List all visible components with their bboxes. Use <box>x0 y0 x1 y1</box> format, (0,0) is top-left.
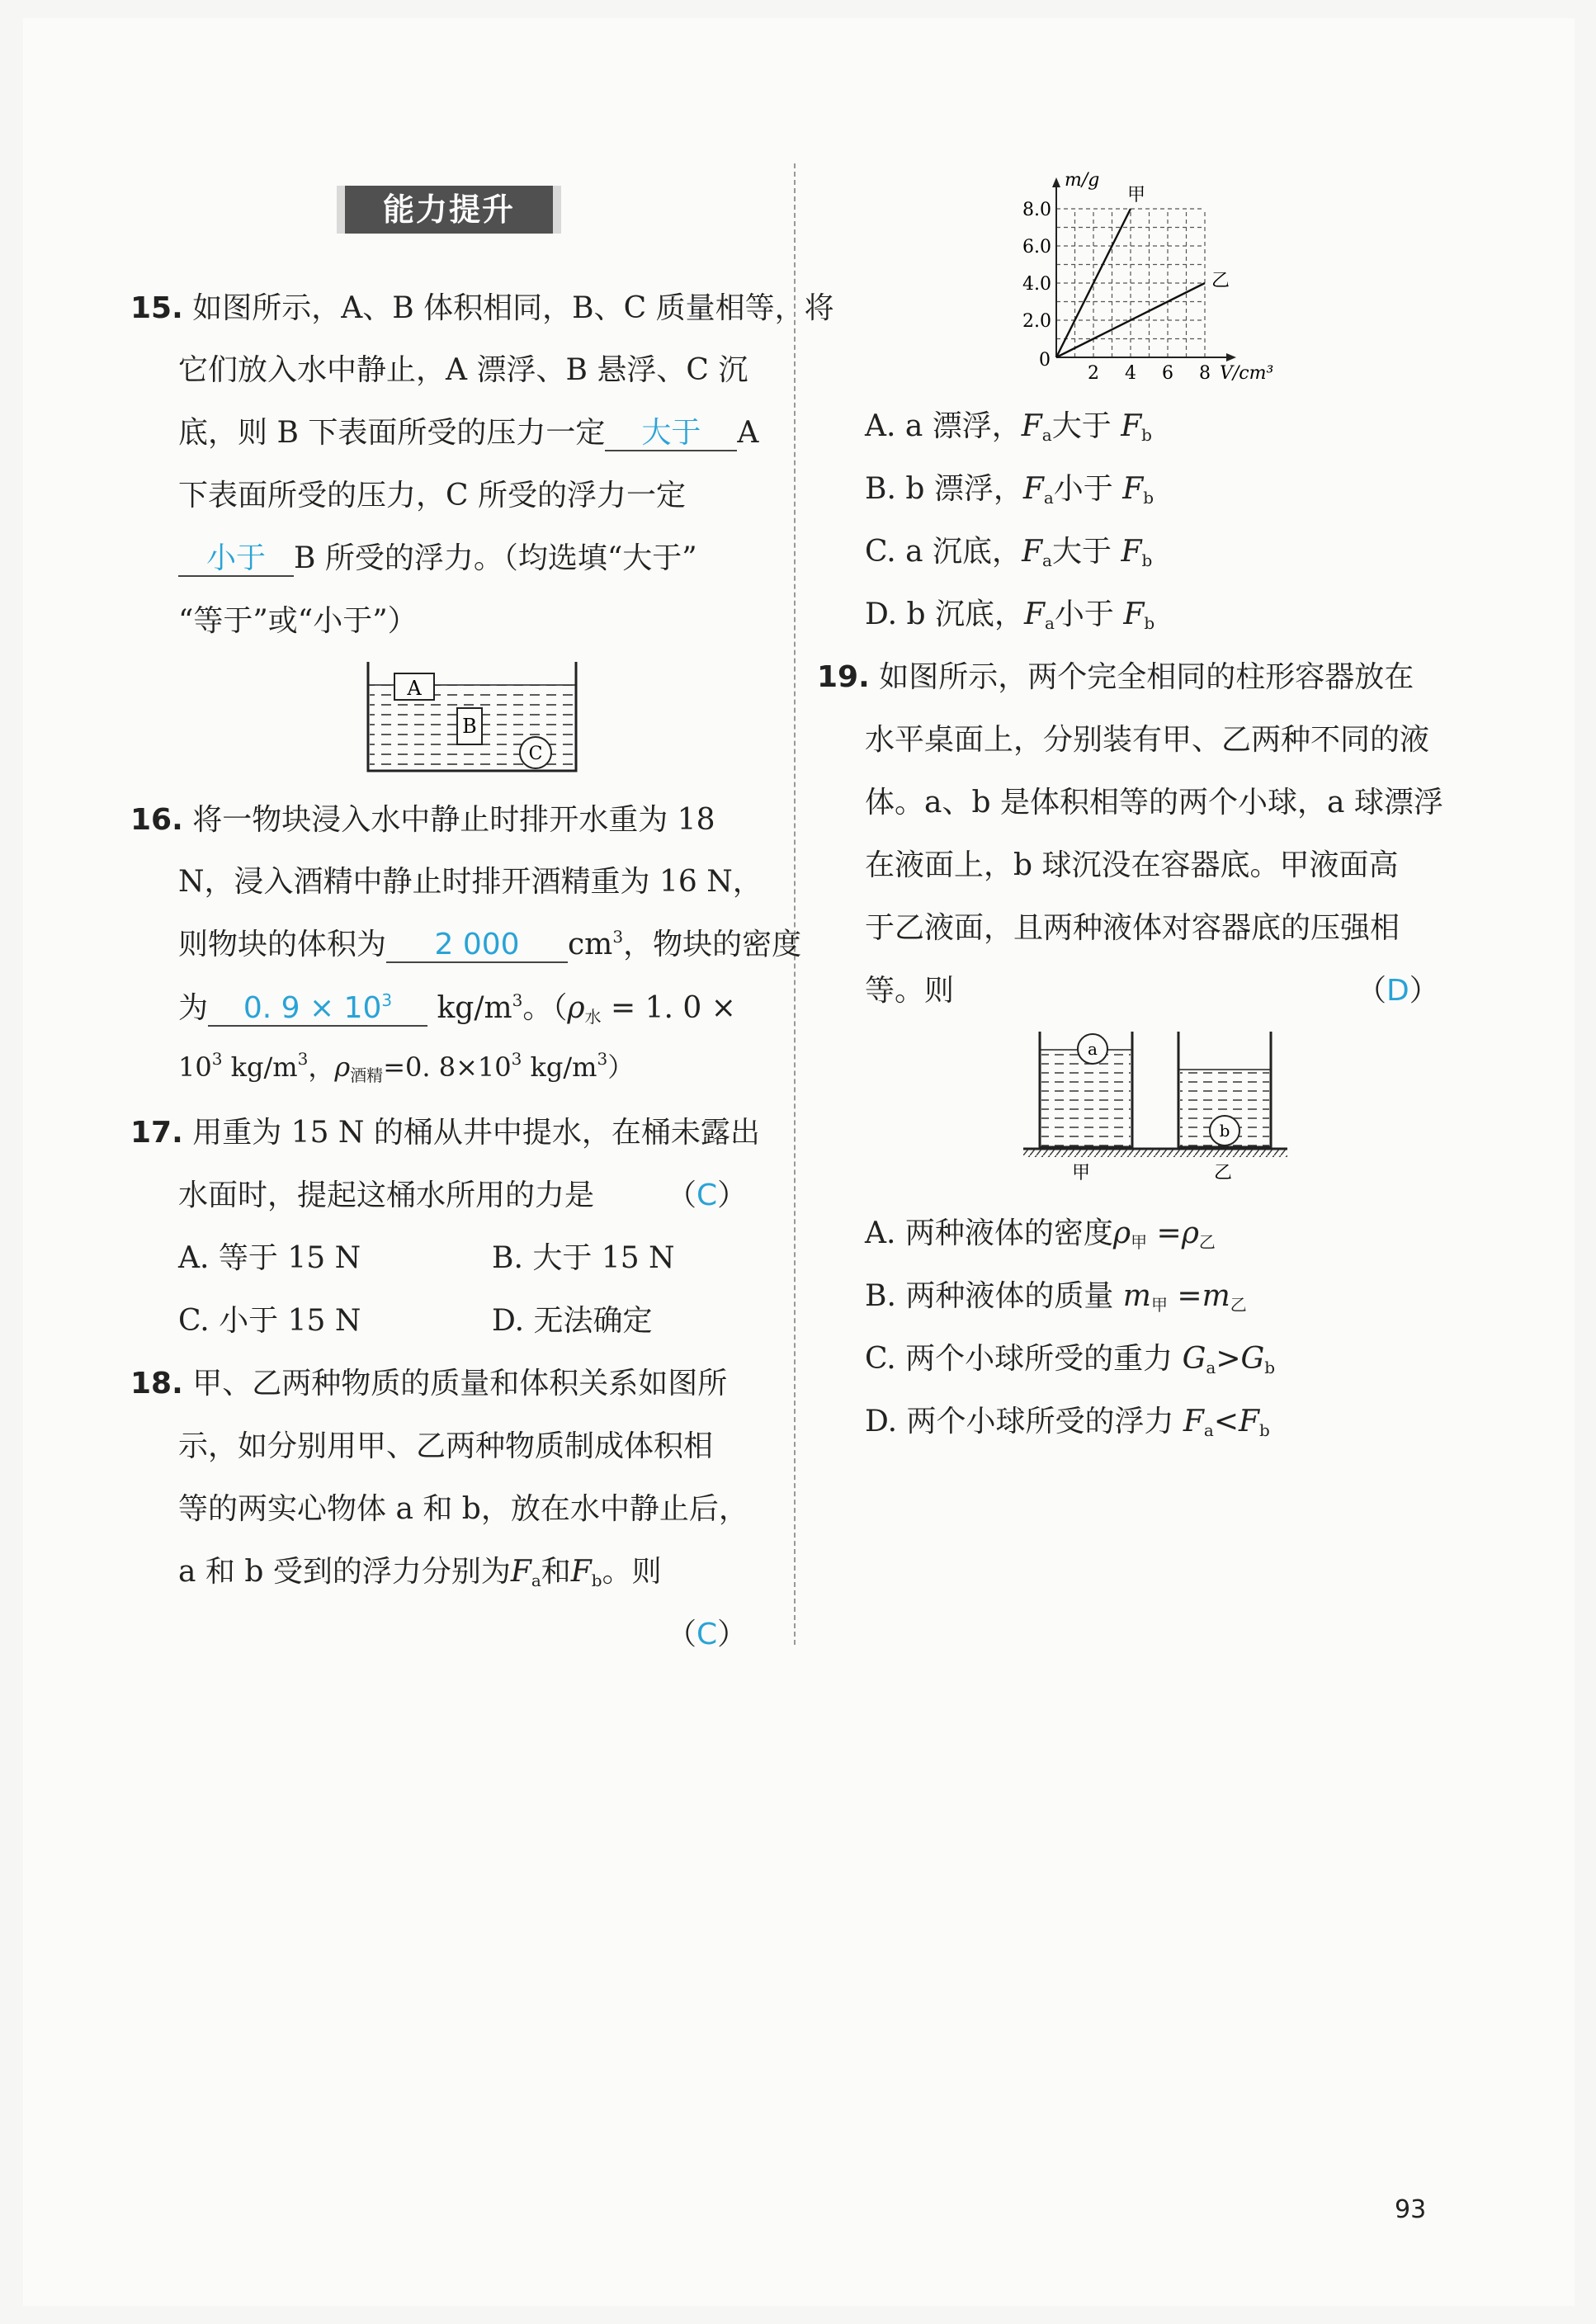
q18-option-b: B. b 漂浮，$F_a$小于 $F_b$ <box>865 472 1155 508</box>
origin-label: 0 <box>1039 350 1051 371</box>
mass-volume-chart <box>1007 155 1320 386</box>
x-tick-label: 2 <box>1088 363 1099 384</box>
ball-a-label: a <box>1088 1039 1098 1059</box>
q18-option-c: C. a 沉底，$F_a$大于 $F_b$ <box>865 535 1153 570</box>
page-number: 93 <box>1395 2195 1427 2224</box>
q15-line5: 小于 B 所受的浮力。（均选填“大于” <box>178 535 697 577</box>
x-tick-label: 6 <box>1162 363 1173 384</box>
q17-option-b: B. 大于 15 N <box>492 1241 675 1275</box>
series-label-yi: 乙 <box>1211 271 1230 291</box>
q18-option-d: D. b 沉底，$F_a$小于 $F_b$ <box>865 598 1155 633</box>
q15-line6: “等于”或“小于”） <box>178 604 418 638</box>
q19-line2: 水平桌面上，分别装有甲、乙两种不同的液 <box>865 723 1430 757</box>
q15-answer2: 小于 <box>178 542 294 577</box>
q19-line4: 在液面上，b 球沉没在容器底。甲液面高 <box>865 848 1399 882</box>
q15-line2: 它们放入水中静止，A 漂浮、B 悬浮、C 沉 <box>178 353 748 387</box>
q16-line1: 16. 将一物块浸入水中静止时排开水重为 18 <box>130 803 715 837</box>
q19-figure-containers <box>1023 1023 1296 1188</box>
q17-answer-bracket: （C） <box>667 1179 748 1212</box>
q17-option-c: C. 小于 15 N <box>178 1304 361 1338</box>
q16-answer2: 0. $9 \times 10^3$ <box>208 984 427 1027</box>
table-hatch <box>1023 1150 1287 1157</box>
series-label-jia: 甲 <box>1127 185 1146 205</box>
y-tick-label: 4.0 <box>1022 274 1051 295</box>
q17-answer: C <box>696 1179 718 1212</box>
q19-line3: 体。a、b 是体积相等的两个小球，a 球漂浮 <box>865 786 1443 820</box>
q19-line5: 于乙液面，且两种液体对容器底的压强相 <box>865 911 1400 945</box>
y-axis-arrow <box>1052 177 1060 187</box>
q16-answer1: 2 000 <box>386 928 568 963</box>
x-tick-label: 4 <box>1125 363 1136 384</box>
section-title: 能力提升 <box>345 186 553 234</box>
q15-line3: 底，则 B 下表面所受的压力一定 大于 A <box>178 416 759 450</box>
x-axis-arrow <box>1226 353 1236 361</box>
x-axis-label: V/cm³ <box>1220 363 1274 384</box>
q16-line5: $10^3$ $kg/m^3$，$\rho_{酒精}=0$. $8\times 10^3$ $kg/m^3$） <box>178 1049 635 1085</box>
q15-line1: 15. 如图所示，A、B 体积相同，B、C 质量相等，将 <box>130 291 834 325</box>
q18-option-a: A. a 漂浮，$F_a$大于 $F_b$ <box>865 409 1152 445</box>
y-tick-label: 6.0 <box>1022 237 1051 257</box>
y-tick-label: 2.0 <box>1022 311 1051 332</box>
q19-option-d: D. 两个小球所受的浮力 $F_a<F_b$ <box>865 1405 1270 1440</box>
block-b-label: B <box>462 715 477 738</box>
q19-answer: D <box>1386 974 1409 1008</box>
q18-answer: C <box>696 1618 718 1651</box>
q15-answer1: 大于 <box>605 417 737 451</box>
q19-option-b: B. 两种液体的质量 $m_甲 =m_乙$ <box>865 1279 1247 1315</box>
q18-answer-bracket: （C） <box>667 1618 748 1651</box>
label-yi: 乙 <box>1213 1163 1233 1183</box>
q16-line2: N，浸入酒精中静止时排开酒精重为 16 N， <box>178 865 763 899</box>
x-tick-label: 8 <box>1199 363 1211 384</box>
ball-c-label: C <box>528 744 543 764</box>
q17-option-a: A. 等于 15 N <box>178 1241 361 1275</box>
q18-line1: 18. 甲、乙两种物质的质量和体积关系如图所 <box>130 1367 728 1401</box>
ball-b-label: b <box>1219 1121 1230 1141</box>
column-divider <box>794 163 796 1645</box>
q18-line4: a 和 b 受到的浮力分别为$F_a$和$F_b$。则 <box>178 1555 662 1590</box>
y-tick-label: 8.0 <box>1022 200 1051 220</box>
y-axis-label: m/g <box>1065 170 1100 191</box>
q17-line1: 17. 用重为 15 N 的桶从井中提水，在桶未露出 <box>130 1116 760 1150</box>
liquid-jia <box>1041 1050 1131 1147</box>
q16-line3: 则物块的体积为 2 000 $cm^3$，物块的密度 <box>178 927 802 961</box>
q15-figure-container <box>363 660 581 776</box>
q18-line3: 等的两实心物体 a 和 b，放在水中静止后， <box>178 1492 748 1526</box>
q17-line2: 水面时，提起这桶水所用的力是 <box>178 1179 595 1212</box>
q18-line2: 示，如分别用甲、乙两种物质制成体积相 <box>178 1429 714 1463</box>
q19-line1: 19. 如图所示，两个完全相同的柱形容器放在 <box>817 660 1414 694</box>
q16-line4: 为 0. $9 \times 10^3$ $kg/m^3$。（$\rho_水 = 1$. 0 × <box>178 984 736 1027</box>
q15-line4: 下表面所受的压力，C 所受的浮力一定 <box>178 479 686 513</box>
q19-option-a: A. 两种液体的密度$\rho_甲 =\rho_乙$ <box>865 1216 1216 1252</box>
block-a-label: A <box>407 677 422 700</box>
chart-grid <box>1056 209 1205 357</box>
q19-line6: 等。则 <box>865 974 955 1008</box>
q19-option-c: C. 两个小球所受的重力 $G_a>G_b$ <box>865 1342 1276 1377</box>
q19-answer-bracket: （D） <box>1357 974 1439 1008</box>
label-jia: 甲 <box>1071 1163 1091 1183</box>
q17-option-d: D. 无法确定 <box>492 1304 653 1338</box>
